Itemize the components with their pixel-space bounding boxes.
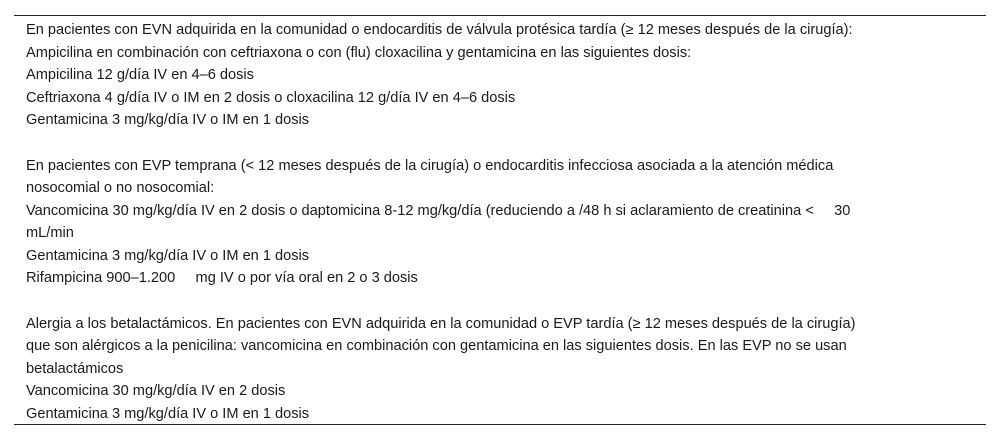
treatment-table xyxy=(14,15,986,425)
dose-line: Gentamicina 3 mg/kg/día IV o IM en 1 dosis xyxy=(26,247,310,264)
section-intro-line: betalactámicos xyxy=(26,360,124,377)
section-spacer xyxy=(26,290,946,313)
section-intro-line: que son alérgicos a la penicilina: vancomicina en combinación con gentamicina en las siguientes dosis. En las EVP no se usan xyxy=(26,338,847,354)
section-early-prosthetic-valve xyxy=(26,155,946,290)
dose-line: Vancomicina 30 mg/kg/día IV en 2 dosis xyxy=(26,383,286,399)
dose-line: Gentamicina 3 mg/kg/día IV o IM en 1 dosis xyxy=(26,112,310,128)
dose-line: Ceftriaxona 4 g/día IV o IM en 2 dosis o cloxacilina 12 g/día IV en 4–6 dosis xyxy=(26,89,516,106)
dose-line: Vancomicina 30 mg/kg/día IV en 2 dosis o daptomicina 8-12 mg/kg/día (reduciendo a /48 h si aclaramiento de creatinina < 30 xyxy=(26,202,851,219)
section-intro-line: En pacientes con EVN adquirida en la comunidad o endocarditis de válvula protésica tardía (≥ 12 meses después de la cirugía): xyxy=(26,22,853,38)
dose-line: Ampicilina 12 g/día IV en 4–6 dosis xyxy=(26,67,254,83)
dose-line: Gentamicina 3 mg/kg/día IV o IM en 1 dosis xyxy=(26,405,310,422)
dose-line: Rifampicina 900–1.200 mg IV o por vía oral en 2 o 3 dosis xyxy=(26,270,418,286)
table-content xyxy=(26,19,946,425)
section-intro-line: nosocomial o no nosocomial: xyxy=(26,180,215,196)
section-native-valve xyxy=(26,19,946,132)
section-intro-line: Alergia a los betalactámicos. En pacientes con EVN adquirida en la comunidad o EVP tardía (≥ 12 meses después de la cirugía) xyxy=(26,315,856,332)
dose-line: mL/min xyxy=(26,225,74,241)
section-intro-line: Ampicilina en combinación con ceftriaxona o con (flu) cloxacilina y gentamicina en las siguientes dosis: xyxy=(26,44,692,61)
section-beta-lactam-allergy xyxy=(26,313,946,426)
section-spacer xyxy=(26,132,946,155)
section-intro-line: En pacientes con EVP temprana (< 12 meses después de la cirugía) o endocarditis infecciosa asociada a la atención médica xyxy=(26,157,834,174)
